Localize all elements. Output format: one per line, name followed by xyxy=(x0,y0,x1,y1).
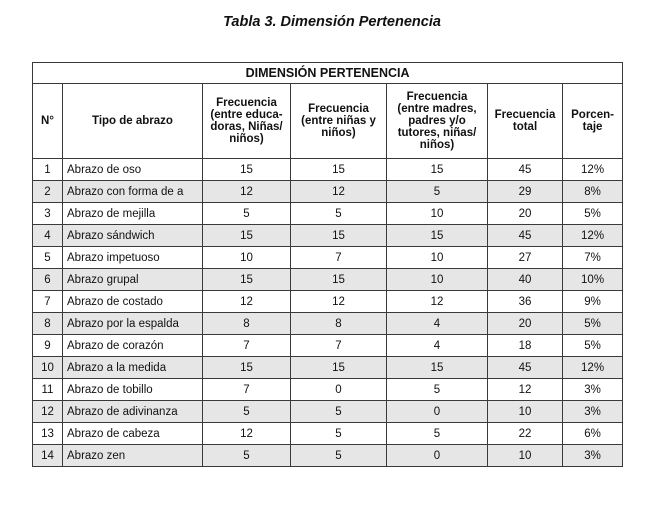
freq-parents-cell: 0 xyxy=(387,401,488,423)
freq-educators-cell: 15 xyxy=(203,159,291,181)
percentage-cell: 3% xyxy=(563,379,623,401)
percentage-cell: 5% xyxy=(563,203,623,225)
percentage-cell: 12% xyxy=(563,357,623,379)
header-row xyxy=(33,84,623,159)
hug-type-cell: Abrazo a la medida xyxy=(63,357,203,379)
percentage-cell: 7% xyxy=(563,247,623,269)
freq-children-cell: 15 xyxy=(291,269,387,291)
hug-type-cell: Abrazo grupal xyxy=(63,269,203,291)
freq-educators-cell: 15 xyxy=(203,357,291,379)
hug-type-cell: Abrazo por la espalda xyxy=(63,313,203,335)
table-row xyxy=(33,357,623,379)
row-number-cell: 12 xyxy=(33,401,63,423)
hug-type-cell: Abrazo de mejilla xyxy=(63,203,203,225)
freq-parents-cell: 10 xyxy=(387,247,488,269)
freq-educators-cell: 7 xyxy=(203,379,291,401)
freq-total-cell: 20 xyxy=(488,313,563,335)
freq-educators-cell: 7 xyxy=(203,335,291,357)
table-caption: Tabla 3. Dimensión Pertenencia xyxy=(223,14,441,30)
hug-type-cell: Abrazo con forma de a xyxy=(63,181,203,203)
percentage-cell: 5% xyxy=(563,313,623,335)
freq-children-cell: 12 xyxy=(291,181,387,203)
freq-parents-cell: 5 xyxy=(387,181,488,203)
row-number-cell: 4 xyxy=(33,225,63,247)
freq-total-cell: 12 xyxy=(488,379,563,401)
freq-parents-cell: 10 xyxy=(387,269,488,291)
column-header: Frecuencia (entre madres, padres y/o tutores, niñas/ niños) xyxy=(387,84,488,159)
freq-parents-cell: 5 xyxy=(387,379,488,401)
freq-total-cell: 10 xyxy=(488,401,563,423)
table-row xyxy=(33,291,623,313)
row-number-cell: 3 xyxy=(33,203,63,225)
table-row xyxy=(33,423,623,445)
freq-educators-cell: 15 xyxy=(203,269,291,291)
percentage-cell: 3% xyxy=(563,445,623,467)
freq-parents-cell: 0 xyxy=(387,445,488,467)
row-number-cell: 1 xyxy=(33,159,63,181)
freq-children-cell: 5 xyxy=(291,203,387,225)
hug-type-cell: Abrazo de oso xyxy=(63,159,203,181)
freq-children-cell: 15 xyxy=(291,225,387,247)
data-table xyxy=(32,62,623,467)
percentage-cell: 12% xyxy=(563,159,623,181)
freq-educators-cell: 15 xyxy=(203,225,291,247)
percentage-cell: 5% xyxy=(563,335,623,357)
table-row xyxy=(33,269,623,291)
hug-type-cell: Abrazo de adivinanza xyxy=(63,401,203,423)
column-header: Tipo de abrazo xyxy=(63,84,203,159)
freq-children-cell: 5 xyxy=(291,423,387,445)
freq-total-cell: 45 xyxy=(488,225,563,247)
row-number-cell: 9 xyxy=(33,335,63,357)
freq-educators-cell: 10 xyxy=(203,247,291,269)
freq-parents-cell: 15 xyxy=(387,225,488,247)
freq-parents-cell: 4 xyxy=(387,335,488,357)
percentage-cell: 3% xyxy=(563,401,623,423)
column-header: Frecuencia (entre educa-doras, Niñas/ niños) xyxy=(203,84,291,159)
freq-total-cell: 10 xyxy=(488,445,563,467)
percentage-cell: 10% xyxy=(563,269,623,291)
table-row xyxy=(33,159,623,181)
hug-type-cell: Abrazo sándwich xyxy=(63,225,203,247)
column-header: N° xyxy=(33,84,63,159)
freq-educators-cell: 5 xyxy=(203,445,291,467)
percentage-cell: 8% xyxy=(563,181,623,203)
freq-educators-cell: 5 xyxy=(203,401,291,423)
freq-educators-cell: 8 xyxy=(203,313,291,335)
freq-parents-cell: 12 xyxy=(387,291,488,313)
percentage-cell: 12% xyxy=(563,225,623,247)
freq-children-cell: 7 xyxy=(291,247,387,269)
row-number-cell: 6 xyxy=(33,269,63,291)
freq-children-cell: 5 xyxy=(291,445,387,467)
column-header: Porcen-taje xyxy=(563,84,623,159)
table-row xyxy=(33,225,623,247)
freq-children-cell: 7 xyxy=(291,335,387,357)
hug-type-cell: Abrazo zen xyxy=(63,445,203,467)
freq-total-cell: 45 xyxy=(488,159,563,181)
row-number-cell: 2 xyxy=(33,181,63,203)
freq-parents-cell: 5 xyxy=(387,423,488,445)
freq-parents-cell: 15 xyxy=(387,357,488,379)
freq-total-cell: 18 xyxy=(488,335,563,357)
row-number-cell: 5 xyxy=(33,247,63,269)
freq-parents-cell: 4 xyxy=(387,313,488,335)
hug-type-cell: Abrazo de corazón xyxy=(63,335,203,357)
freq-total-cell: 40 xyxy=(488,269,563,291)
percentage-cell: 9% xyxy=(563,291,623,313)
table-row xyxy=(33,247,623,269)
freq-total-cell: 36 xyxy=(488,291,563,313)
table-row xyxy=(33,445,623,467)
table-row xyxy=(33,335,623,357)
freq-children-cell: 0 xyxy=(291,379,387,401)
hug-type-cell: Abrazo de tobillo xyxy=(63,379,203,401)
freq-total-cell: 29 xyxy=(488,181,563,203)
freq-children-cell: 12 xyxy=(291,291,387,313)
freq-educators-cell: 12 xyxy=(203,423,291,445)
freq-educators-cell: 5 xyxy=(203,203,291,225)
hug-type-cell: Abrazo de costado xyxy=(63,291,203,313)
row-number-cell: 14 xyxy=(33,445,63,467)
table-row xyxy=(33,313,623,335)
freq-educators-cell: 12 xyxy=(203,291,291,313)
freq-children-cell: 15 xyxy=(291,357,387,379)
table-body xyxy=(33,159,623,467)
hug-type-cell: Abrazo impetuoso xyxy=(63,247,203,269)
freq-total-cell: 22 xyxy=(488,423,563,445)
freq-total-cell: 20 xyxy=(488,203,563,225)
table-row xyxy=(33,181,623,203)
table-row xyxy=(33,401,623,423)
freq-children-cell: 8 xyxy=(291,313,387,335)
freq-children-cell: 5 xyxy=(291,401,387,423)
column-header: Frecuencia (entre niñas y niños) xyxy=(291,84,387,159)
column-header: Frecuencia total xyxy=(488,84,563,159)
freq-children-cell: 15 xyxy=(291,159,387,181)
row-number-cell: 10 xyxy=(33,357,63,379)
row-number-cell: 8 xyxy=(33,313,63,335)
freq-total-cell: 27 xyxy=(488,247,563,269)
freq-educators-cell: 12 xyxy=(203,181,291,203)
percentage-cell: 6% xyxy=(563,423,623,445)
table-title: DIMENSIÓN PERTENENCIA xyxy=(33,63,623,84)
hug-type-cell: Abrazo de cabeza xyxy=(63,423,203,445)
table-row xyxy=(33,379,623,401)
table-row xyxy=(33,203,623,225)
freq-total-cell: 45 xyxy=(488,357,563,379)
freq-parents-cell: 10 xyxy=(387,203,488,225)
row-number-cell: 13 xyxy=(33,423,63,445)
row-number-cell: 7 xyxy=(33,291,63,313)
row-number-cell: 11 xyxy=(33,379,63,401)
freq-parents-cell: 15 xyxy=(387,159,488,181)
